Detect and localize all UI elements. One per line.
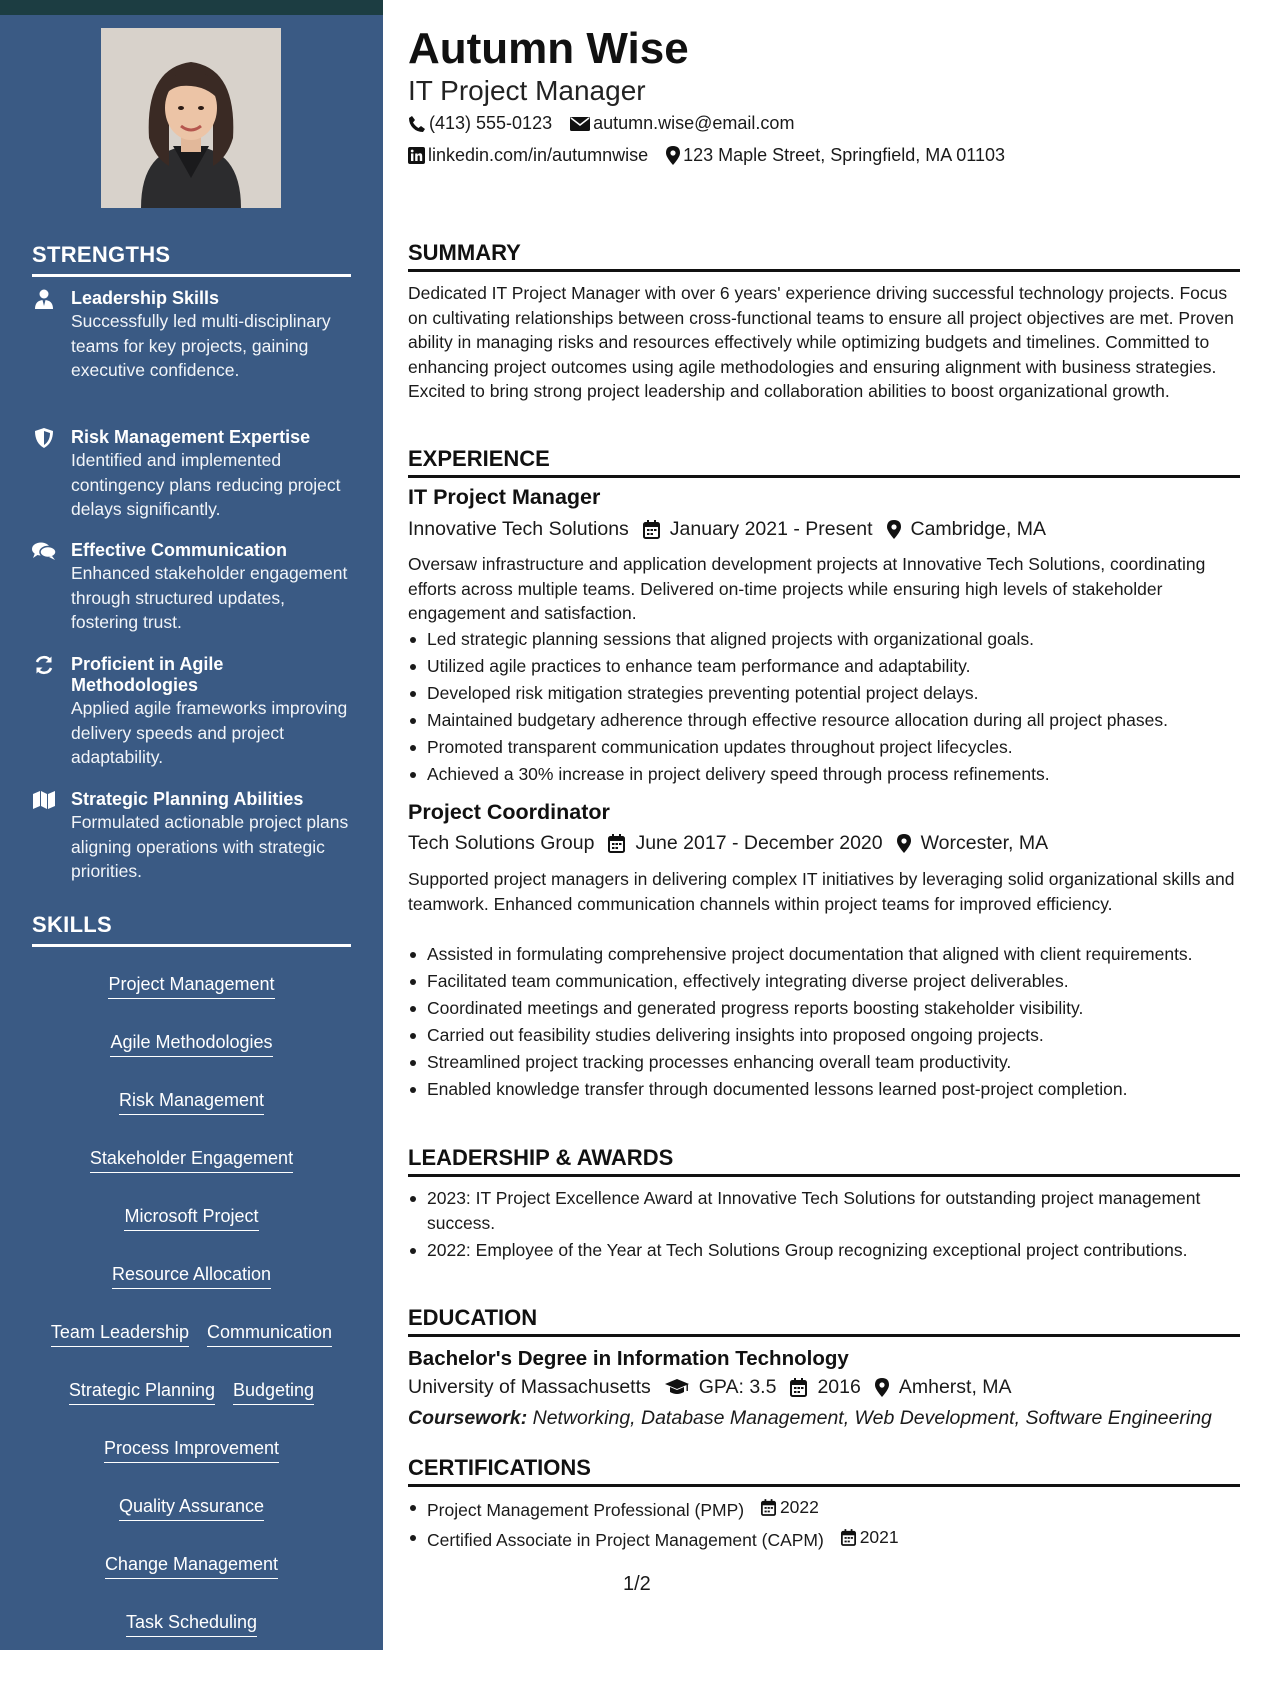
skill-tag: Change Management [105, 1553, 278, 1579]
list-item: 2023: IT Project Excellence Award at Innovative Tech Solutions for outstanding project management success. [408, 1186, 1240, 1235]
graduation-year-text: 2016 [817, 1376, 861, 1398]
map-marker-icon [875, 1378, 889, 1397]
sync-icon [32, 654, 56, 676]
calendar-icon [841, 1529, 856, 1546]
skill-tag: Risk Management [119, 1089, 264, 1115]
certification-year-text: 2021 [859, 1526, 899, 1547]
education-meta [408, 1376, 1012, 1399]
shield-icon [32, 427, 56, 449]
list-item: Promoted transparent communication updates throughout project lifecycles. [408, 735, 1240, 760]
awards-list [408, 1186, 1240, 1265]
page-indicator: 1/2 [623, 1573, 651, 1595]
calendar-icon [643, 520, 660, 539]
phone-contact[interactable] [408, 113, 552, 134]
job-company: Tech Solutions Group [408, 832, 595, 854]
list-item: Enabled knowledge transfer through documented lessons learned post-project completion. [408, 1077, 1240, 1102]
map-marker-icon [897, 834, 911, 853]
certifications-list [408, 1495, 1240, 1555]
strengths-heading: STRENGTHS [32, 242, 351, 277]
graduation-cap-icon [665, 1379, 689, 1396]
certification-name: Certified Associate in Project Management (CAPM) [427, 1529, 824, 1550]
strength-item [32, 540, 352, 635]
skill-tag: Agile Methodologies [110, 1031, 272, 1057]
linkedin-text: linkedin.com/in/autumnwise [428, 145, 649, 165]
top-accent-bar [0, 0, 383, 15]
coursework-text: Networking, Database Management, Web Development, Software Engineering [532, 1407, 1212, 1429]
list-item [408, 1525, 1240, 1552]
coursework [408, 1407, 1212, 1430]
skill-tag: Technology Integration [101, 1669, 282, 1695]
job-achievements [408, 942, 1240, 1104]
strength-title: Effective Communication [71, 540, 288, 560]
email-contact[interactable] [570, 113, 794, 134]
job-dates [643, 518, 873, 541]
skill-tag: Communication [207, 1321, 332, 1347]
strength-title: Proficient in Agile Methodologies [71, 654, 224, 695]
list-item: Utilized agile practices to enhance team performance and adaptability. [408, 654, 1240, 679]
map-icon [32, 789, 56, 811]
envelope-icon [570, 116, 590, 132]
skill-tag: Process Improvement [104, 1437, 279, 1463]
strength-description: Successfully led multi-disciplinary teams for key projects, gaining executive confidence. [71, 311, 331, 380]
coursework-label: Coursework: [408, 1407, 528, 1429]
strength-title: Strategic Planning Abilities [71, 789, 304, 809]
list-item: Facilitated team communication, effectively integrating diverse project deliverables. [408, 969, 1240, 994]
certification-year [761, 1495, 819, 1520]
list-item: Streamlined project tracking processes enhancing overall team productivity. [408, 1050, 1240, 1075]
strength-description: Identified and implemented contingency plans reducing project delays significantly. [71, 450, 341, 519]
comments-icon [32, 540, 56, 562]
phone-text: (413) 555-0123 [429, 113, 553, 133]
strength-item [32, 654, 352, 770]
certifications-heading: CERTIFICATIONS [408, 1455, 1240, 1487]
job-meta [408, 832, 1048, 855]
candidate-title: IT Project Manager [408, 75, 646, 106]
linkedin-contact[interactable] [408, 145, 648, 166]
skills-heading: SKILLS [32, 912, 351, 947]
job-dates-text: January 2021 - Present [669, 518, 873, 540]
sidebar [0, 15, 383, 1690]
skill-tag: Strategic Planning [69, 1379, 215, 1405]
job-location-text: Worcester, MA [920, 832, 1049, 854]
list-item [408, 1495, 1240, 1522]
job-role: IT Project Manager [408, 485, 601, 509]
skill-tag: Task Scheduling [126, 1611, 257, 1637]
linkedin-icon [408, 147, 425, 164]
address-contact [666, 145, 1005, 166]
calendar-icon [608, 834, 625, 853]
candidate-name: Autumn Wise [408, 24, 689, 73]
skill-tag: Budgeting [233, 1379, 314, 1405]
job-dates [608, 832, 882, 855]
strength-description: Applied agile frameworks improving delivery speeds and project adaptability. [71, 698, 348, 767]
skill-tag: Microsoft Project [124, 1205, 258, 1231]
job-description: Supported project managers in delivering complex IT initiatives by leveraging solid organizational skills and teamwork. Enhanced communication channels within project teams for improved efficiency. [408, 869, 1235, 914]
list-item: Assisted in formulating comprehensive project documentation that aligned with client requirements. [408, 942, 1240, 967]
strength-title: Risk Management Expertise [71, 427, 311, 447]
strength-item [32, 789, 352, 884]
skill-tag: Stakeholder Engagement [90, 1147, 293, 1173]
gpa-text: GPA: 3.5 [698, 1376, 777, 1398]
email-text: autumn.wise@email.com [593, 113, 795, 133]
contact-row [408, 145, 1023, 166]
skill-tag: Team Leadership [51, 1321, 189, 1347]
school-location [875, 1376, 1012, 1399]
strength-title: Leadership Skills [71, 288, 220, 308]
calendar-icon [790, 1378, 807, 1397]
skill-tag: Quality Assurance [119, 1495, 264, 1521]
education-heading: EDUCATION [408, 1305, 1240, 1337]
gpa [665, 1376, 777, 1399]
strength-item [32, 288, 352, 383]
job-dates-text: June 2017 - December 2020 [635, 832, 883, 854]
job-location [897, 832, 1049, 855]
address-text: 123 Maple Street, Springfield, MA 01103 [683, 145, 1005, 165]
contact-row [408, 113, 812, 134]
certification-year [841, 1525, 899, 1550]
awards-heading: LEADERSHIP & AWARDS [408, 1145, 1240, 1177]
list-item: Achieved a 30% increase in project delivery speed through process refinements. [408, 762, 1240, 787]
job-role: Project Coordinator [408, 800, 610, 824]
experience-heading: EXPERIENCE [408, 446, 1240, 478]
list-item: Led strategic planning sessions that aligned projects with organizational goals. [408, 627, 1240, 652]
job-description: Oversaw infrastructure and application development projects at Innovative Tech Solutions, coordinating efforts across multiple teams. Delivered on-time projects while ensuring high levels of stakeholder engagement and satisfaction. [408, 554, 1206, 623]
school-name: University of Massachusetts [408, 1376, 651, 1398]
job-location [887, 518, 1046, 541]
calendar-icon [761, 1499, 776, 1516]
map-marker-icon [666, 146, 680, 165]
list-item: Coordinated meetings and generated progress reports boosting stakeholder visibility. [408, 996, 1240, 1021]
phone-icon [408, 115, 426, 133]
skills-list [32, 973, 351, 1695]
skill-tag: Resource Allocation [112, 1263, 271, 1289]
job-location-text: Cambridge, MA [910, 518, 1046, 540]
avatar [101, 28, 281, 208]
job-meta [408, 518, 1046, 541]
certification-year-text: 2022 [779, 1497, 819, 1517]
list-item: 2022: Employee of the Year at Tech Solutions Group recognizing exceptional project contributions. [408, 1238, 1240, 1263]
strength-item [32, 427, 352, 522]
list-item: Developed risk mitigation strategies preventing potential project delays. [408, 681, 1240, 706]
job-achievements [408, 627, 1240, 789]
list-item: Maintained budgetary adherence through effective resource allocation during all project phases. [408, 708, 1240, 733]
summary-text: Dedicated IT Project Manager with over 6 years' experience driving successful technology projects. Focus on cultivating relationships between cross-functional teams to ensure all project objectives are met. Proven ability in managing risks and resources effectively while optimizing budgets and timelines. Committed to enhancing project outcomes using agile methodologies and ensuring alignment with business strategies. Excited to bring strong project leadership and collaboration abilities to boost organizational growth. [408, 283, 1234, 401]
strength-description: Formulated actionable project plans aligning operations with strategic priorities. [71, 812, 349, 881]
school-location-text: Amherst, MA [898, 1376, 1012, 1398]
graduation-year [790, 1376, 860, 1399]
degree-title: Bachelor's Degree in Information Technology [408, 1347, 849, 1370]
job-company: Innovative Tech Solutions [408, 518, 629, 540]
summary-heading: SUMMARY [408, 240, 1240, 272]
strength-description: Enhanced stakeholder engagement through structured updates, fostering trust. [71, 563, 348, 632]
skill-tag: Project Management [108, 973, 274, 999]
certification-name: Project Management Professional (PMP) [427, 1499, 745, 1520]
list-item: Carried out feasibility studies delivering insights into proposed ongoing projects. [408, 1023, 1240, 1048]
user-tie-icon [32, 288, 56, 310]
map-marker-icon [887, 520, 901, 539]
